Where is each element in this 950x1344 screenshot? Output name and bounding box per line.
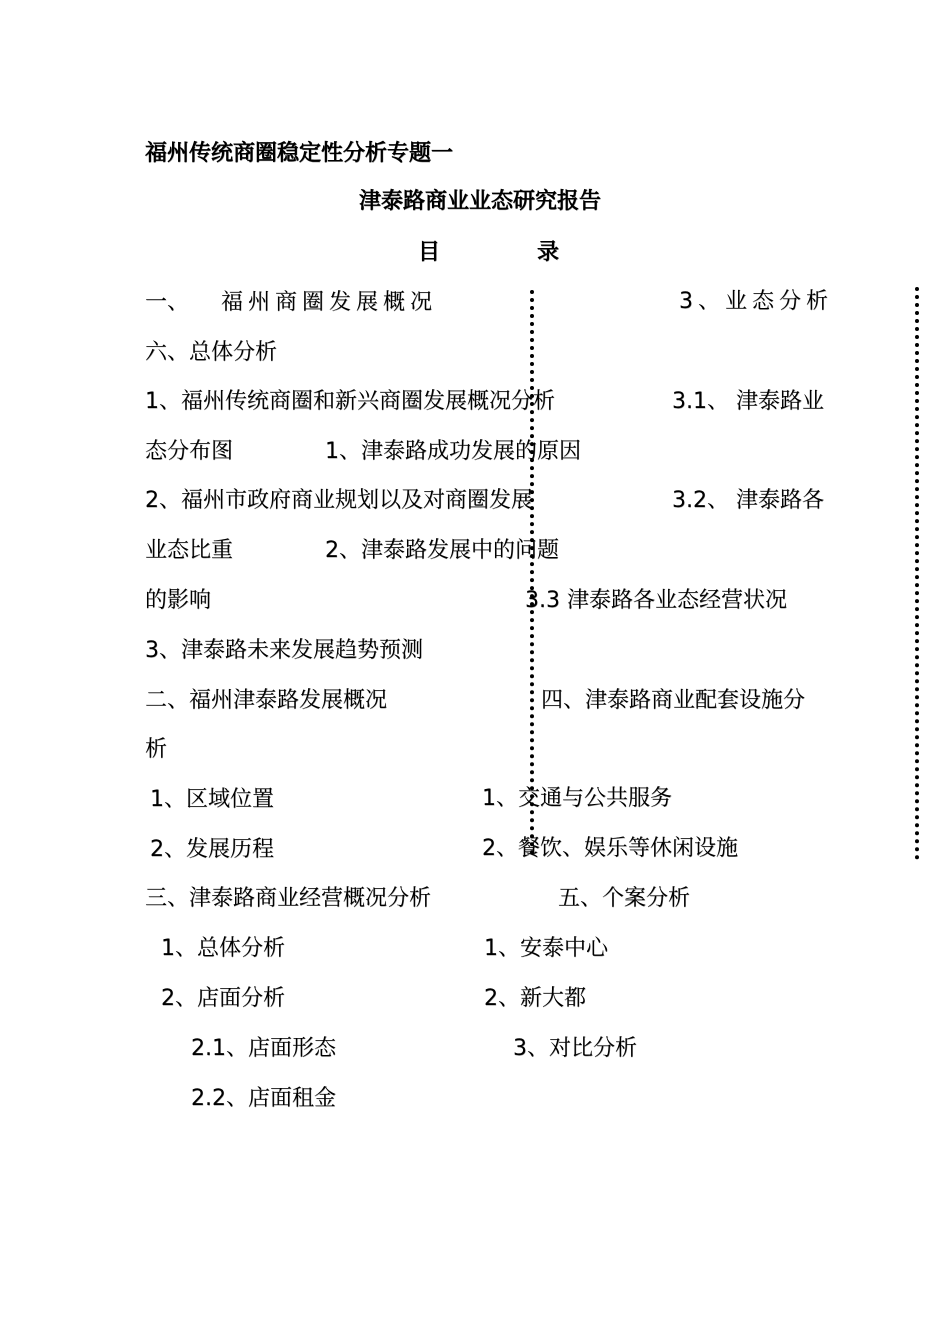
toc-section-1-number: 一、 xyxy=(145,290,190,315)
toc-item-2-1: 1、区域位置 xyxy=(150,787,274,812)
toc-section-3: 三、津泰路商业经营概况分析 xyxy=(145,886,432,911)
toc-heading-char-1: 目 xyxy=(418,240,441,265)
toc-item-3-2-2: 2.2、店面租金 xyxy=(191,1086,336,1111)
toc-section-6: 六、总体分析 xyxy=(145,340,278,365)
toc-item-3-1-overall: 1、总体分析 xyxy=(161,936,285,961)
toc-item-4-2: 2、餐饮、娱乐等休闲设施 xyxy=(482,836,738,861)
toc-item-3-1-line1: 3.1、 津泰路业 xyxy=(672,389,824,414)
toc-item-3-3: 3.3 津泰路各业态经营状况 xyxy=(525,588,787,613)
toc-item-1-2-line1: 2、福州市政府商业规划以及对商圈发展 xyxy=(145,488,533,513)
toc-item-6-1: 1、津泰路成功发展的原因 xyxy=(325,439,581,464)
toc-item-1-1: 1、福州传统商圈和新兴商圈发展概况分析 xyxy=(145,389,555,414)
toc-item-3-2-line2: 业态比重 xyxy=(145,538,234,563)
toc-item-5-2: 2、新大都 xyxy=(484,986,586,1011)
toc-item-3-2-shopfront: 2、店面分析 xyxy=(161,986,285,1011)
toc-item-5-1: 1、安泰中心 xyxy=(484,936,608,961)
toc-item-3-2-line1: 3.2、 津泰路各 xyxy=(672,488,824,513)
toc-item-5-3: 3、对比分析 xyxy=(513,1036,637,1061)
toc-item-4-1: 1、交通与公共服务 xyxy=(482,786,672,811)
dotted-divider-center xyxy=(530,290,534,855)
series-title: 福州传统商圈稳定性分析专题一 xyxy=(145,141,454,166)
toc-item-2-2: 2、发展历程 xyxy=(150,837,274,862)
toc-item-1-3: 3、津泰路未来发展趋势预测 xyxy=(145,638,423,663)
toc-item-1-2-line2: 的影响 xyxy=(145,588,212,613)
toc-section-1-title: 福州商圈发展概况 xyxy=(221,290,438,315)
toc-heading-char-2: 录 xyxy=(537,240,560,265)
toc-item-3-business-analysis: 3、业态分析 xyxy=(679,289,833,314)
dotted-divider-right xyxy=(915,287,919,860)
toc-item-6-2: 2、津泰路发展中的问题 xyxy=(325,538,559,563)
toc-section-5: 五、个案分析 xyxy=(558,886,691,911)
toc-item-3-1-line2: 态分布图 xyxy=(145,439,234,464)
report-title: 津泰路商业业态研究报告 xyxy=(359,189,602,214)
toc-section-4-line1: 四、津泰路商业配套设施分 xyxy=(541,688,806,713)
toc-section-4-line2: 析 xyxy=(145,737,168,762)
toc-section-2: 二、福州津泰路发展概况 xyxy=(145,688,388,713)
toc-item-3-2-1: 2.1、店面形态 xyxy=(191,1036,336,1061)
